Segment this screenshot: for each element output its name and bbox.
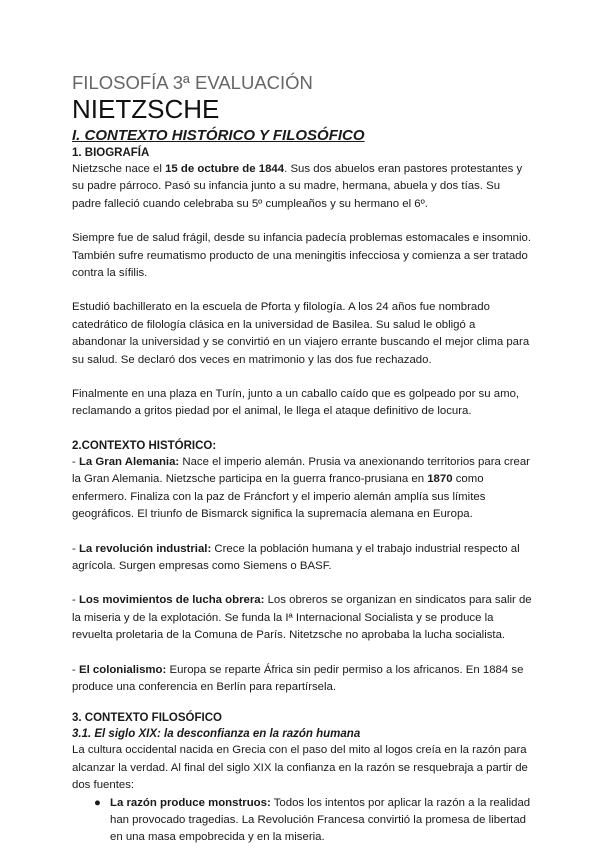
text-run: Europa se reparte África sin pedir permiso a los africanos. En 1884 se produce una conferencia en Berlín para repartírsela. (72, 663, 524, 693)
bullet-text (110, 795, 532, 847)
item-title: Los movimientos de lucha obrera: (78, 594, 265, 607)
year: 1870 (427, 473, 453, 486)
text-run: Todos los intentos por aplicar la razón a la realidad han provocado tragedias. La Revolución Francesa convirtió la promesa de libertad en una masa empobrecida y en la miseria. (110, 796, 531, 844)
document-title: NIETZSCHE (72, 94, 220, 124)
historico-heading: 2.CONTEXTO HISTÓRICO: (72, 439, 217, 452)
biografia-paragraph-3: Estudió bachillerato en la escuela de Pforta y filología. A los 24 años fue nombrado catedrático de filología clásica en la universidad de Basilea. Su salud le obligó a abandonar la universidad y se convirtió en un viajero errante buscando el mejor clima para su salud. Se declaró dos veces en matrimonio y las dos fue rechazado. (72, 301, 530, 366)
text-run: Los obreros se organizan en sindicatos para salir de la miseria y de la explotación. Se funda la Iª Internacional Socialista y se produce la revuelta proletaria de la Comuna de París. Nitetzsche no aprobaba la lucha socialista. (72, 594, 532, 642)
item-title: La Gran Alemania: (78, 455, 180, 468)
dash: - (72, 542, 79, 555)
historico-item-revolucion (72, 541, 532, 576)
item-title: La razón produce monstruos: (110, 796, 271, 809)
text-run: como enfermero. Finaliza con la paz de Fráncfort y el imperio alemán amplía sus límites geográficos. El triunfo de Bismarck significa la supremacía alemana en Europa. (72, 473, 486, 521)
biografia-paragraph-2: Siempre fue de salud frágil, desde su infancia padecía problemas estomacales e insomnio. También sufre reumatismo producto de una meningitis infecciosa y comienza a ser tratado contra la sífilis. (72, 232, 532, 280)
text-run: . Sus dos abuelos eran pastores protestantes y su padre párroco. Pasó su infancia junto a su madre, hermana, abuela y dos tías. Su padre falleció cuando celebraba su 5º cumpleaños y su hermano el 6º. (72, 163, 523, 210)
dash: - (72, 594, 79, 607)
historico-item-gran-alemania (72, 454, 532, 524)
subject-heading: FILOSOFÍA 3ª EVALUACIÓN (72, 72, 313, 93)
historico-item-colonialismo (72, 662, 532, 697)
text-run: Crece la población humana y el trabajo industrial respecto al agrícola. Surgen empresas como Siemens o BASF. (72, 542, 520, 572)
filosofico-paragraph-1: La cultura occidental nacida en Grecia con el paso del mito al logos creía en la razón para alcanzar la verdad. Al final del siglo XIX la confianza en la razón se resquebraja a partir de dos fuentes: (72, 744, 528, 792)
historico-item-lucha-obrera (72, 592, 532, 644)
bullet-item (72, 795, 532, 847)
section-heading: I. CONTEXTO HISTÓRICO Y FILOSÓFICO (72, 127, 365, 144)
biografia-paragraph-4: Finalmente en una plaza en Turín, junto a un caballo caído que es golpeado por su amo, reclamando a gritos piedad por el animal, le llega el ataque definitivo de locura. (72, 388, 520, 418)
dash: - (72, 663, 79, 676)
birth-date: 15 de octubre de 1844 (165, 163, 285, 175)
bullet-marker: ● (94, 796, 101, 809)
document-body (72, 72, 532, 847)
biografia-heading: 1. BIOGRAFÍA (72, 147, 150, 159)
filosofico-heading: 3. CONTEXTO FILOSÓFICO (72, 712, 222, 725)
dash: - (72, 455, 79, 468)
text-run: Nietzsche nace el (72, 163, 166, 175)
item-title: La revolución industrial: (78, 542, 212, 555)
text-run: Nace el imperio alemán. Prusia va anexionando territorios para crear la Gran Alemania. Nietzsche participa en la guerra franco-prusiana en (72, 455, 530, 486)
biografia-paragraph-1 (72, 161, 532, 213)
filosofico-subheading: 3.1. El siglo XIX: la desconfianza en la razón humana (72, 728, 361, 741)
item-title: El colonialismo: (78, 663, 167, 676)
